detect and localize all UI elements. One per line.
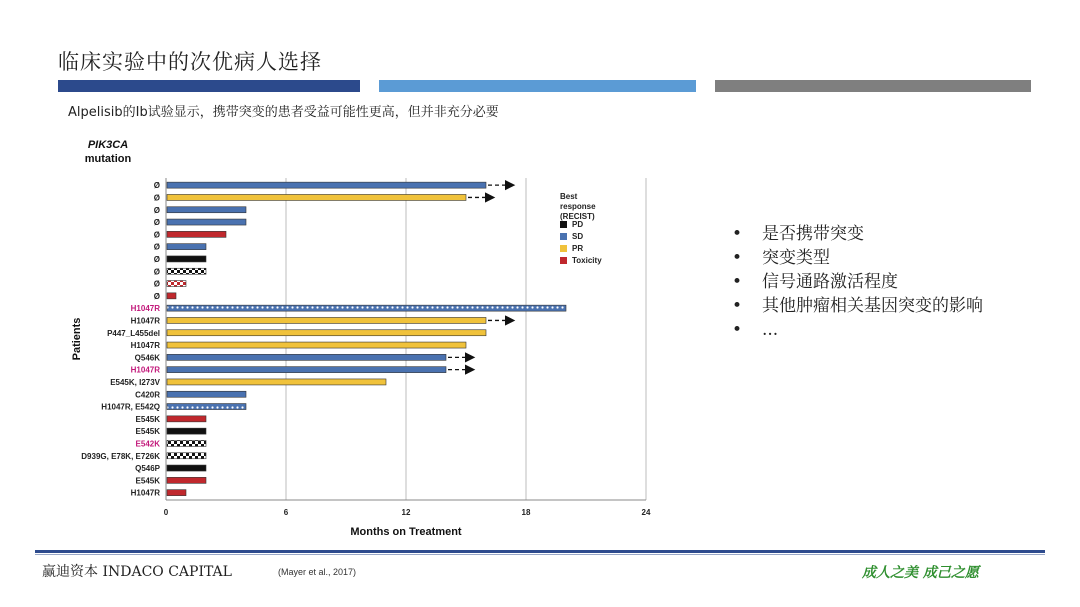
patient-label: P447_L455del bbox=[107, 328, 160, 338]
bullet-item: • 信号通路激活程度 bbox=[732, 270, 983, 294]
patient-label: E545K bbox=[135, 414, 160, 424]
patient-label: Ø bbox=[153, 279, 160, 289]
legend-label: Toxicity bbox=[572, 256, 602, 265]
company-name: 赢迪资本 INDACO CAPITAL bbox=[42, 564, 232, 580]
header-bar-blue bbox=[379, 80, 696, 92]
x-tick-label: 18 bbox=[521, 508, 531, 517]
legend-swatch bbox=[560, 221, 567, 228]
bullet-item: • ... bbox=[732, 318, 983, 342]
patient-label: E545K, I273V bbox=[110, 377, 160, 387]
patient-label: Ø bbox=[153, 267, 160, 277]
patient-label: E545K bbox=[135, 427, 160, 437]
x-tick-label: 0 bbox=[163, 508, 169, 517]
swimmer-plot bbox=[60, 135, 700, 545]
patient-bar bbox=[167, 268, 206, 274]
patient-bar bbox=[167, 342, 466, 348]
legend-title: response bbox=[560, 202, 596, 211]
legend-swatch bbox=[560, 257, 567, 264]
footer-divider bbox=[35, 550, 1045, 553]
chart-header-mutation: mutation bbox=[84, 153, 132, 165]
patient-bar bbox=[167, 477, 206, 483]
patient-bar bbox=[167, 231, 226, 237]
patient-label: H1047R bbox=[130, 488, 160, 498]
legend-label: PD bbox=[572, 220, 584, 229]
bullet-item: • 是否携带突变 bbox=[732, 222, 983, 246]
patient-bar bbox=[167, 244, 206, 250]
patient-bar bbox=[167, 281, 186, 287]
legend-swatch bbox=[560, 245, 567, 252]
legend-swatch bbox=[560, 233, 567, 240]
patient-bar bbox=[167, 317, 486, 323]
patient-label: Ø bbox=[153, 205, 160, 215]
patient-label: H1047R bbox=[130, 365, 160, 375]
patient-label: Ø bbox=[153, 218, 160, 228]
patient-label: C420R bbox=[135, 390, 160, 400]
citation: (Mayer et al., 2017) bbox=[278, 567, 357, 577]
patient-bar bbox=[167, 194, 466, 200]
patient-bar bbox=[167, 391, 246, 397]
patient-bar bbox=[167, 182, 486, 188]
legend-title: Best bbox=[560, 192, 578, 201]
patient-bar bbox=[167, 404, 246, 410]
patient-bar bbox=[167, 207, 246, 213]
x-axis-title: Months on Treatment bbox=[350, 526, 462, 538]
y-axis-title: Patients bbox=[71, 317, 83, 361]
x-tick-label: 6 bbox=[283, 508, 289, 517]
patient-bar bbox=[167, 440, 206, 446]
patient-label: E542K bbox=[135, 439, 160, 449]
legend-title: (RECIST) bbox=[560, 212, 595, 221]
patient-bar bbox=[167, 490, 186, 496]
bullet-item: • 其他肿瘤相关基因突变的影响 bbox=[732, 294, 983, 318]
patient-bar bbox=[167, 256, 206, 262]
patient-bar bbox=[167, 416, 206, 422]
patient-bar bbox=[167, 453, 206, 459]
company-slogan: 成人之美 成己之愿 bbox=[862, 565, 979, 581]
patient-label: Ø bbox=[153, 193, 160, 203]
patient-label: Ø bbox=[153, 242, 160, 252]
legend-label: PR bbox=[572, 244, 584, 253]
legend-label: SD bbox=[572, 232, 584, 241]
bullet-item: • 突变类型 bbox=[732, 246, 983, 270]
patient-label: D939G, E78K, E726K bbox=[81, 451, 160, 461]
patient-bar bbox=[167, 428, 206, 434]
patient-bar bbox=[167, 219, 246, 225]
header-bar-navy bbox=[58, 80, 360, 92]
patient-bar bbox=[167, 305, 566, 311]
patient-label: H1047R bbox=[130, 304, 160, 314]
patient-label: Ø bbox=[153, 230, 160, 240]
patient-bar bbox=[167, 465, 206, 471]
patient-label: H1047R, E542Q bbox=[101, 402, 160, 412]
x-tick-label: 12 bbox=[401, 508, 411, 517]
patient-bar bbox=[167, 367, 446, 373]
chart-header-gene: PIK3CA bbox=[87, 139, 129, 151]
x-tick-label: 24 bbox=[641, 508, 651, 517]
patient-label: H1047R bbox=[130, 316, 160, 326]
patient-label: Ø bbox=[153, 181, 160, 191]
patient-bar bbox=[167, 354, 446, 360]
patient-label: E545K bbox=[135, 476, 160, 486]
patient-bar bbox=[167, 330, 486, 336]
footer-divider-thin bbox=[35, 554, 1045, 555]
patient-bar bbox=[167, 293, 176, 299]
patient-label: Q546P bbox=[135, 464, 160, 474]
header-bar-gray bbox=[715, 80, 1031, 92]
slide-subtitle: Alpelisib的Ib试验显示，携带突变的患者受益可能性更高，但并非充分必要 bbox=[68, 105, 499, 120]
patient-label: Ø bbox=[153, 254, 160, 264]
patient-label: H1047R bbox=[130, 341, 160, 351]
patient-bar bbox=[167, 379, 386, 385]
patient-label: Q546K bbox=[134, 353, 160, 363]
slide-title: 临床实验中的次优病人选择 bbox=[58, 50, 322, 74]
patient-label: Ø bbox=[153, 291, 160, 301]
bullet-list bbox=[732, 222, 983, 342]
